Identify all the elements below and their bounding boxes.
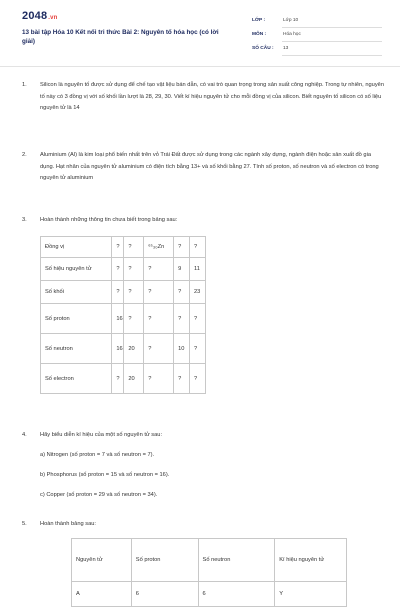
logo-main: 2048: [22, 10, 48, 22]
question-text: Hoàn thành những thông tin chưa biết trong bảng sau:: [40, 217, 178, 223]
table-cell: ?: [174, 281, 190, 304]
question-4-item-c: [22, 490, 384, 502]
question-number: 1.: [22, 82, 27, 88]
meta-value: Hóa học: [282, 28, 382, 42]
table-row: [41, 304, 206, 334]
question-item: c) Copper (số proton = 29 và số neutron = 34).: [40, 492, 158, 498]
table-cell: ?: [190, 237, 206, 258]
table-cell: ?: [124, 304, 144, 334]
table-cell: ?: [190, 304, 206, 334]
table-cell: ?: [112, 237, 124, 258]
table-cell: ?: [174, 237, 190, 258]
table-row: [41, 258, 206, 281]
table-cell: Số electron: [41, 364, 112, 394]
question-text: Silicon là nguyên tố được sử dụng để chế tạo vật liệu bán dẫn, có vai trò quan trọng trong sản xuất công nghiệp. Trong tự nhiên, nguyên tố này có 3 đồng vị với số khối lần lượt là 28, 29, 30. Viết kí hiệu nguyên tử cho mỗi đồng vị của silicon. Biết nguyên tố silicon có số liệu nguyên tử là 14: [40, 82, 384, 111]
table-cell: ?: [144, 334, 174, 364]
table-cell: A: [72, 582, 132, 607]
table-cell: Số khối: [41, 281, 112, 304]
meta-value: Lớp 10: [282, 14, 382, 28]
question-4-item-a: [22, 450, 384, 462]
meta-class: [252, 14, 382, 28]
question-text: Aluminium (Al) là kim loại phổ biến nhất trên vỏ Trái Đất được sử dụng trong các ngành xây dựng, ngành điện hoặc sản xuất đồ gia dụng. Hạt nhân của nguyên tử aluminium có điện tích bằng 13+ và số khối bằng 27. Tính số proton, số neutron và số electron có trong nguyên tử aluminium: [40, 152, 379, 181]
site-logo[interactable]: [22, 10, 58, 22]
logo-suffix: .vn: [48, 15, 58, 21]
table-cell: 23: [190, 281, 206, 304]
table-cell: 16: [112, 304, 124, 334]
table-cell: 16: [112, 334, 124, 364]
table-row: [41, 237, 206, 258]
table-cell: ?: [112, 258, 124, 281]
table-cell: ?: [112, 364, 124, 394]
table-cell: ?: [190, 334, 206, 364]
table-cell: 6: [131, 582, 198, 607]
table-cell: ?: [174, 304, 190, 334]
table-row: [41, 364, 206, 394]
table-cell: 11: [190, 258, 206, 281]
table-cell: 20: [124, 334, 144, 364]
meta-label: MÔN :: [252, 32, 267, 37]
table-cell: 6: [198, 582, 275, 607]
table-cell: ?: [144, 281, 174, 304]
column-header: Số proton: [131, 539, 198, 582]
table-row: [72, 582, 347, 607]
question-text: Hoàn thành bảng sau:: [40, 521, 96, 527]
table-cell: 10: [174, 334, 190, 364]
table-cell: Số hiệu nguyên tử: [41, 258, 112, 281]
meta-question-count: [252, 42, 382, 56]
document-meta: [252, 14, 382, 56]
question-4: [22, 430, 384, 442]
page-header: [0, 0, 400, 62]
table-cell: ?: [144, 364, 174, 394]
table-cell: Đồng vị: [41, 237, 112, 258]
table-cell: 9: [174, 258, 190, 281]
question-number: 4.: [22, 432, 27, 438]
table-cell: ?: [124, 258, 144, 281]
isotope-table: [40, 236, 206, 394]
table-cell: 20: [124, 364, 144, 394]
meta-label: LỚP :: [252, 18, 266, 23]
question-5: [22, 519, 384, 531]
question-item: b) Phosphorus (số proton = 15 và số neutron = 16).: [40, 472, 170, 478]
table-cell: ?: [112, 281, 124, 304]
question-2: [22, 150, 384, 185]
meta-subject: [252, 28, 382, 42]
column-header: Số neutron: [198, 539, 275, 582]
table-cell: ⁶⁵₃₀Zn: [144, 237, 174, 258]
table-cell: ?: [174, 364, 190, 394]
header-divider: [0, 66, 400, 67]
table-cell: Y: [275, 582, 347, 607]
table-cell: ?: [144, 304, 174, 334]
table-cell: Số proton: [41, 304, 112, 334]
table-cell: Số neutron: [41, 334, 112, 364]
atom-table: [71, 538, 347, 607]
table-cell: ?: [124, 281, 144, 304]
table-row: [41, 281, 206, 304]
question-text: Hãy biểu diễn kí hiệu của một số nguyên tử sau:: [40, 432, 163, 438]
question-number: 5.: [22, 521, 27, 527]
table-header-row: [72, 539, 347, 582]
document-title: 13 bài tập Hóa 10 Kết nối tri thức Bài 2: Nguyên tố hóa học (có lời giải): [22, 29, 219, 45]
table-row: [41, 334, 206, 364]
question-number: 2.: [22, 152, 27, 158]
question-1: [22, 80, 384, 115]
question-number: 3.: [22, 217, 27, 223]
table-cell: ?: [190, 364, 206, 394]
question-4-item-b: [22, 470, 384, 482]
question-3: [22, 215, 384, 227]
meta-value: 13: [282, 42, 382, 56]
question-item: a) Nitrogen (số proton = 7 và số neutron = 7).: [40, 452, 155, 458]
column-header: Kí hiệu nguyên tử: [275, 539, 347, 582]
column-header: Nguyên tử: [72, 539, 132, 582]
table-cell: ?: [144, 258, 174, 281]
table-cell: ?: [124, 237, 144, 258]
meta-label: SỐ CÂU :: [252, 46, 274, 51]
